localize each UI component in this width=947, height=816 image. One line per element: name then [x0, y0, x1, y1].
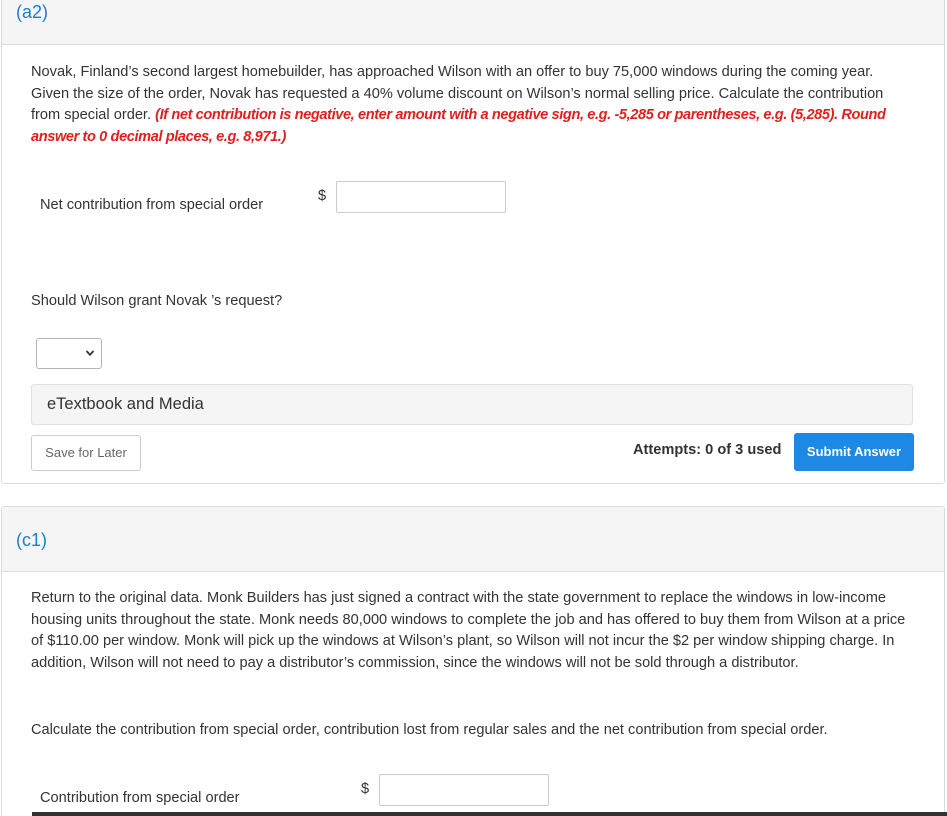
contribution-label: Contribution from special order	[40, 790, 240, 806]
calculation-instructions: Calculate the contribution from special order, contribution lost from regular sales and the net contribution from special order.	[31, 722, 828, 738]
currency-symbol: $	[318, 188, 327, 204]
question-text-a2	[31, 62, 911, 148]
question-body-a2: Novak, Finland’s second largest homebuilder, has approached Wilson with an offer to buy 75,000 windows during the coming year. Given the size of the order, Novak has requested a 40% volume discount on Wilson’s normal selling price. Calculate the contribution from special order.	[31, 64, 884, 123]
panel-header-c1	[2, 507, 944, 572]
net-contribution-label: Net contribution from special order	[40, 197, 264, 213]
etextbook-media-link[interactable]	[31, 384, 913, 425]
etextbook-label: eTextbook and Media	[47, 395, 204, 413]
net-contribution-input[interactable]	[336, 181, 506, 213]
answer-instructions: (If net contribution is negative, enter amount with a negative sign, e.g. -5,285 or parentheses, e.g. (5,285). Round answer to 0 decimal places, e.g. 8,971.)	[31, 107, 886, 145]
divider	[32, 812, 947, 816]
grant-request-question: Should Wilson grant Novak ’s request?	[31, 293, 283, 309]
chevron-down-icon	[85, 348, 95, 358]
panel-header-a2	[2, 0, 944, 45]
section-label-c1: (c1)	[16, 530, 47, 550]
contribution-input[interactable]	[379, 774, 549, 806]
currency-symbol: $	[361, 781, 370, 797]
save-for-later-button[interactable]: Save for Later	[31, 435, 141, 471]
grant-request-select[interactable]	[36, 338, 102, 369]
question-text-c1: Return to the original data. Monk Builders has just signed a contract with the state government to replace the windows in low-income housing units throughout the state. Monk needs 80,000 windows to complete the job and has offered to buy them from Wilson at a price of $110.00 per window. Monk will pick up the windows at Wilson’s plant, so Wilson will not incur the $2 per window shipping charge. In addition, Wilson will not need to pay a distributor’s commission, since the windows will not be sold through a distributor.	[31, 590, 906, 671]
attempts-counter: Attempts: 0 of 3 used	[633, 442, 782, 458]
submit-answer-button[interactable]: Submit Answer	[794, 433, 914, 471]
section-label-a2: (a2)	[16, 2, 49, 22]
